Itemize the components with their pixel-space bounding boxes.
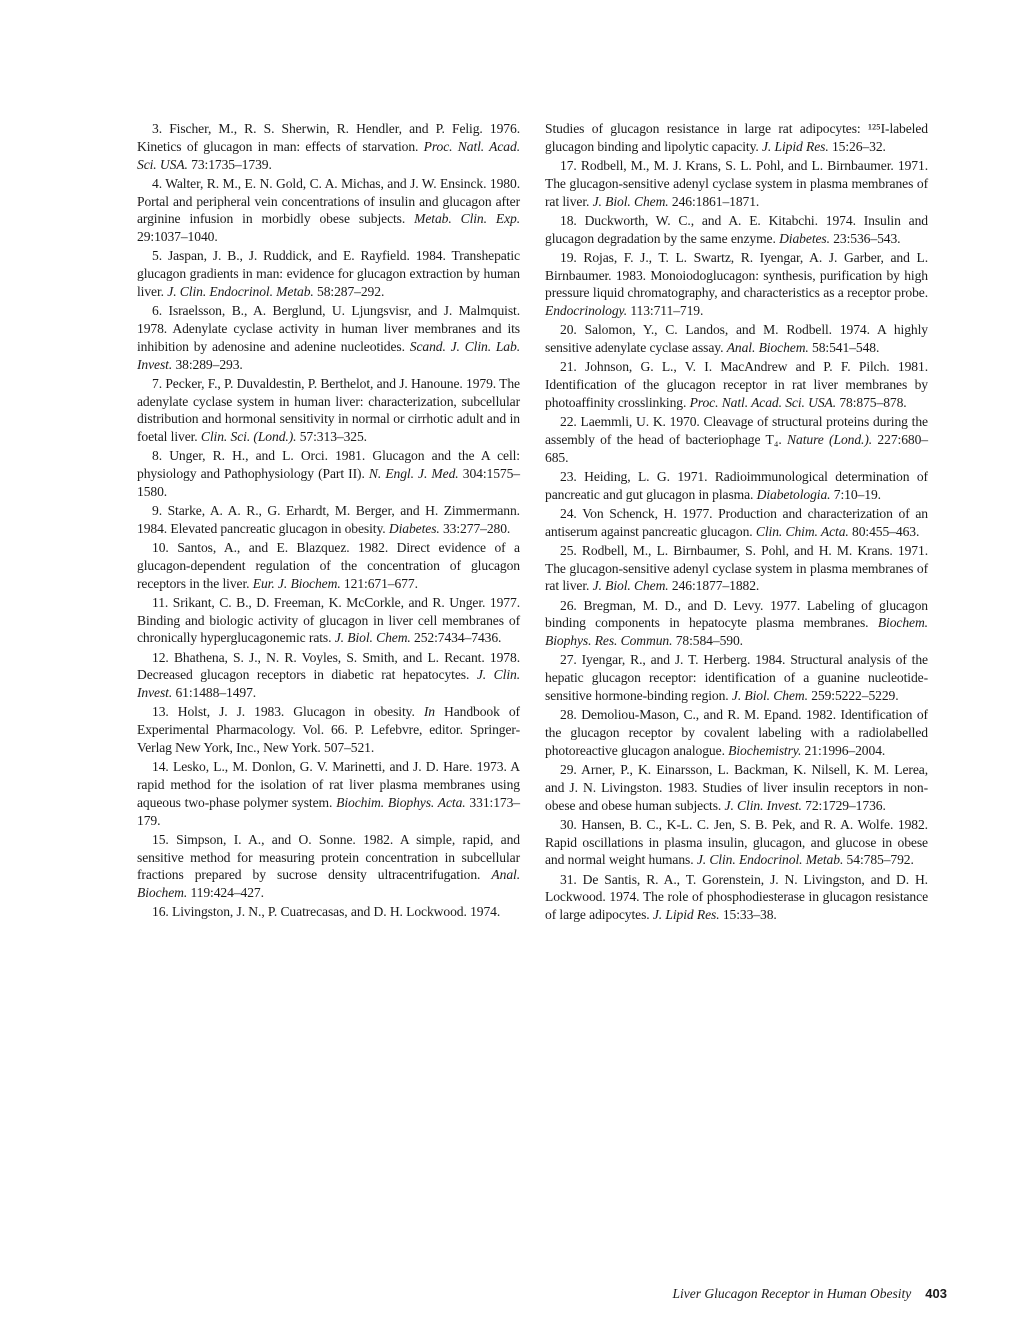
- reference-item: 31 . De Santis, R. A., T. Gorenstein, J. N. Livingston, and D. H. Lockwood. 1974. The role of phosphodiesterase in glucagon resistance of large adipocytes. J. Lipid Res. 15:33–38.: [545, 871, 928, 924]
- reference-item: 13 . Holst, J. J. 1983. Glucagon in obesity. In Handbook of Experimental Pharmacology. Vol. 66. P. Lefebvre, editor. Springer-Verlag New York, Inc., New York. 507–521.: [137, 703, 520, 756]
- reference-item: 29 . Arner, P., K. Einarsson, L. Backman, K. Nilsell, K. M. Lerea, and J. N. Livingston. 1983. Studies of liver insulin receptors in non-obese and obese human subjects. J. Clin. Invest. 72:1729–1736.: [545, 761, 928, 814]
- page-footer: [0, 1286, 947, 1302]
- reference-item: 23 . Heiding, L. G. 1971. Radioimmunological determination of pancreatic and gut glucagon in plasma. Diabetologia. 7:10–19.: [545, 468, 928, 504]
- reference-item: 18 . Duckworth, W. C., and A. E. Kitabchi. 1974. Insulin and glucagon degradation by the same enzyme. Diabetes. 23:536–543.: [545, 212, 928, 248]
- reference-item: 21 . Johnson, G. L., V. I. MacAndrew and P. F. Pilch. 1981. Identification of the glucagon receptor in rat liver membranes by photoaffinity crosslinking. Proc. Natl. Acad. Sci. USA. 78:875–878.: [545, 358, 928, 411]
- running-title: Liver Glucagon Receptor in Human Obesity: [672, 1286, 912, 1301]
- reference-item: 20 . Salomon, Y., C. Landos, and M. Rodbell. 1974. A highly sensitive adenylate cyclase assay. Anal. Biochem. 58:541–548.: [545, 321, 928, 357]
- reference-item: 8 . Unger, R. H., and L. Orci. 1981. Glucagon and the A cell: physiology and Pathophysiology (Part II). N. Engl. J. Med. 304:1575–1580.: [137, 447, 520, 500]
- reference-item: 19 . Rojas, F. J., T. L. Swartz, R. Iyengar, A. J. Garber, and L. Birnbaumer. 1983. Monoiodoglucagon: synthesis, purification by high pressure liquid chromatography, and characteristics as a receptor probe. Endocrinology. 113:711–719.: [545, 249, 928, 320]
- reference-item: 5 . Jaspan, J. B., J. Ruddick, and E. Rayfield. 1984. Transhepatic glucagon gradients in man: evidence for glucagon extraction by human liver. J. Clin. Endocrinol. Metab. 58:287–292.: [137, 247, 520, 300]
- reference-item: 27 . Iyengar, R., and J. T. Herberg. 1984. Structural analysis of the hepatic glucagon receptor: identification of a guanine nucleotide-sensitive hormone-binding region. J. Biol. Chem. 259:5222–5229.: [545, 651, 928, 704]
- reference-item: 16 . Livingston, J. N., P. Cuatrecasas, and D. H. Lockwood. 1974.: [137, 903, 520, 921]
- reference-item: 11 . Srikant, C. B., D. Freeman, K. McCorkle, and R. Unger. 1977. Binding and biologic activity of glucagon in liver cell membranes of chronically hyperglucagonemic rats. J. Biol. Chem. 252:7434–7436.: [137, 594, 520, 647]
- reference-item: 12 . Bhathena, S. J., N. R. Voyles, S. Smith, and L. Recant. 1978. Decreased glucagon receptors in diabetic rat hepatocytes. J. Clin. Invest. 61:1488–1497.: [137, 649, 520, 702]
- reference-item: 28 . Demoliou-Mason, C., and R. M. Epand. 1982. Identification of the glucagon receptor by covalent labeling with a radiolabelled photoreactive glucagon analogue. Biochemistry. 21:1996–2004.: [545, 706, 928, 759]
- reference-item: 30 . Hansen, B. C., K-L. C. Jen, S. B. Pek, and R. A. Wolfe. 1982. Rapid oscillations in plasma insulin, glucagon, and glucose in obese and normal weight humans. J. Clin. Endocrinol. Metab. 54:785–792.: [545, 816, 928, 869]
- reference-column-right: [545, 120, 928, 925]
- reference-item: 22 . Laemmli, U. K. 1970. Cleavage of structural proteins during the assembly of the head of bacteriophage T₄. Nature (Lond.). 227:680–685.: [545, 413, 928, 466]
- reference-column-left: [137, 120, 520, 923]
- reference-continuation: Studies of glucagon resistance in large rat adipocytes: ¹²⁵I-labeled glucagon binding and lipolytic capacity. J. Lipid Res. 15:26–32.: [545, 121, 928, 154]
- reference-item: 7 . Pecker, F., P. Duvaldestin, P. Berthelot, and J. Hanoune. 1979. The adenylate cyclase system in human liver: characterization, subcellular distribution and hormonal sensitivity in normal or cirrhotic adult and in foetal liver. Clin. Sci. (Lond.). 57:313–325.: [137, 375, 520, 446]
- reference-item: 6 . Israelsson, B., A. Berglund, U. Ljungsvisr, and J. Malmquist. 1978. Adenylate cyclase activity in human liver membranes and its inhibition by adenosine and adenine nucleotides. Scand. J. Clin. Lab. Invest. 38:289–293.: [137, 302, 520, 373]
- reference-item: 3 . Fischer, M., R. S. Sherwin, R. Hendler, and P. Felig. 1976. Kinetics of glucagon in man: effects of starvation. Proc. Natl. Acad. Sci. USA. 73:1735–1739.: [137, 120, 520, 173]
- reference-item: 26 . Bregman, M. D., and D. Levy. 1977. Labeling of glucagon binding components in hepatocyte plasma membranes. Biochem. Biophys. Res. Commun. 78:584–590.: [545, 597, 928, 650]
- reference-item: 9 . Starke, A. A. R., G. Erhardt, M. Berger, and H. Zimmermann. 1984. Elevated pancreatic glucagon in obesity. Diabetes. 33:277–280.: [137, 502, 520, 538]
- reference-item: 10 . Santos, A., and E. Blazquez. 1982. Direct evidence of a glucagon-dependent regulation of the concentration of glucagon receptors in the liver. Eur. J. Biochem. 121:671–677.: [137, 539, 520, 592]
- page-number: 403: [925, 1286, 947, 1301]
- reference-item: 14 . Lesko, L., M. Donlon, G. V. Marinetti, and J. D. Hare. 1973. A rapid method for the isolation of rat liver plasma membranes using aqueous two-phase polymer system. Biochim. Biophys. Acta. 331:173–179.: [137, 758, 520, 829]
- reference-item: 17 . Rodbell, M., M. J. Krans, S. L. Pohl, and L. Birnbaumer. 1971. The glucagon-sensitive adenyl cyclase system in plasma membranes of rat liver. J. Biol. Chem. 246:1861–1871.: [545, 157, 928, 210]
- reference-item: 25 . Rodbell, M., L. Birnbaumer, S. Pohl, and H. M. Krans. 1971. The glucagon-sensitive adenyl cyclase system in plasma membranes of rat liver. J. Biol. Chem. 246:1877–1882.: [545, 542, 928, 595]
- reference-item: 15 . Simpson, I. A., and O. Sonne. 1982. A simple, rapid, and sensitive method for measuring protein concentration in subcellular fractions prepared by sucrose density ultracentrifugation. Anal. Biochem. 119:424–427.: [137, 831, 520, 902]
- reference-item: 4 . Walter, R. M., E. N. Gold, C. A. Michas, and J. W. Ensinck. 1980. Portal and peripheral vein concentrations of insulin and glucagon after arginine infusion in morbidly obese subjects. Metab. Clin. Exp. 29:1037–1040.: [137, 175, 520, 246]
- reference-item: 24 . Von Schenck, H. 1977. Production and characterization of an antiserum against pancreatic glucagon. Clin. Chim. Acta. 80:455–463.: [545, 505, 928, 541]
